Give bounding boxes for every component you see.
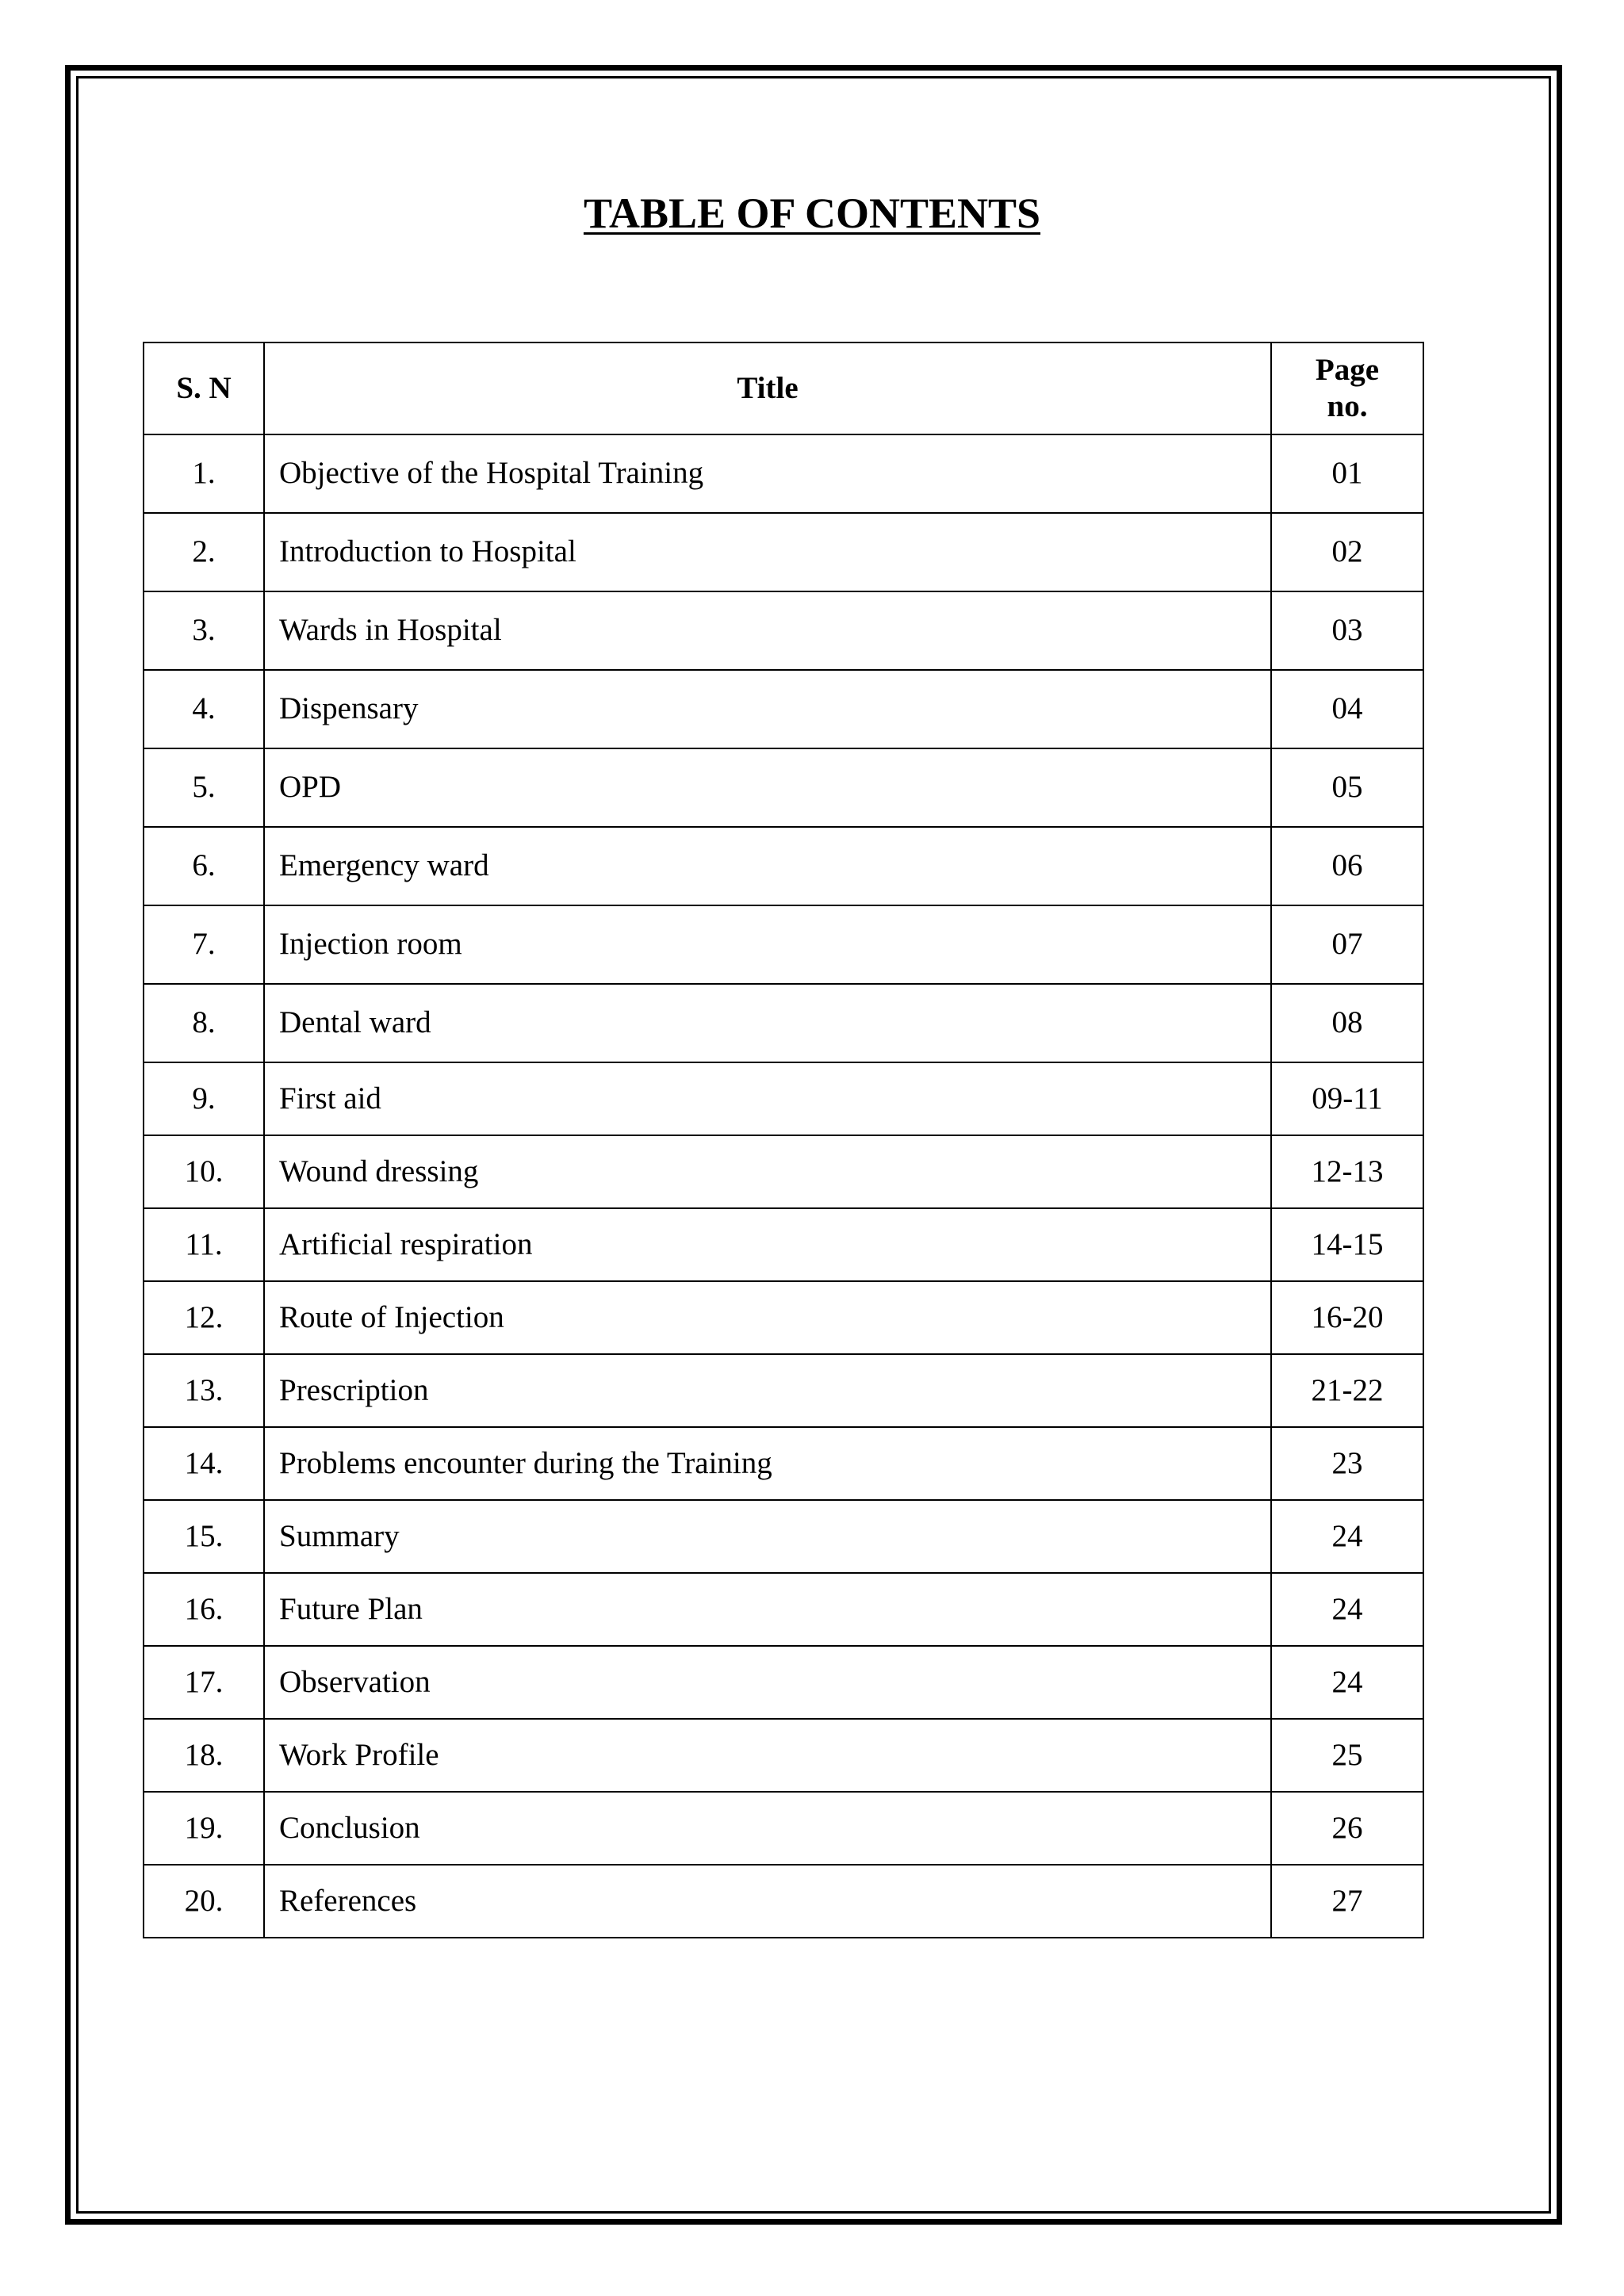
row-title: OPD [264,748,1271,827]
table-row [144,1719,1423,1792]
row-page-number: 16-20 [1271,1281,1423,1354]
table-row [144,1208,1423,1281]
row-title: Injection room [264,905,1271,984]
row-title: Artificial respiration [264,1208,1271,1281]
row-serial-number: 18. [144,1719,264,1792]
row-page-number: 14-15 [1271,1208,1423,1281]
table-of-contents [143,342,1424,1938]
row-title: Dental ward [264,984,1271,1062]
row-page-number: 09-11 [1271,1062,1423,1135]
row-page-number: 23 [1271,1427,1423,1500]
table-row [144,1427,1423,1500]
page-title [0,189,1624,238]
row-serial-number: 14. [144,1427,264,1500]
row-title: Work Profile [264,1719,1271,1792]
row-title: Wards in Hospital [264,591,1271,670]
row-title: Future Plan [264,1573,1271,1646]
row-page-number: 26 [1271,1792,1423,1865]
row-serial-number: 17. [144,1646,264,1719]
row-title: Objective of the Hospital Training [264,434,1271,513]
row-page-number: 03 [1271,591,1423,670]
table-row [144,827,1423,905]
table-row [144,1646,1423,1719]
table-row [144,905,1423,984]
table-row [144,1792,1423,1865]
row-page-number: 07 [1271,905,1423,984]
row-page-number: 24 [1271,1573,1423,1646]
row-serial-number: 15. [144,1500,264,1573]
row-page-number: 21-22 [1271,1354,1423,1427]
row-title: Conclusion [264,1792,1271,1865]
row-serial-number: 6. [144,827,264,905]
row-page-number: 24 [1271,1646,1423,1719]
header-title: Title [264,342,1271,434]
row-page-number: 25 [1271,1719,1423,1792]
page-title-text: TABLE OF CONTENTS [583,189,1041,237]
table-header-row [144,342,1423,434]
table-row [144,1135,1423,1208]
row-title: Problems encounter during the Training [264,1427,1271,1500]
row-page-number: 12-13 [1271,1135,1423,1208]
row-title: Prescription [264,1354,1271,1427]
row-page-number: 24 [1271,1500,1423,1573]
table-row [144,1281,1423,1354]
row-serial-number: 4. [144,670,264,748]
table-row [144,591,1423,670]
row-title: References [264,1865,1271,1938]
row-serial-number: 1. [144,434,264,513]
row-serial-number: 19. [144,1792,264,1865]
row-serial-number: 5. [144,748,264,827]
row-title: Dispensary [264,670,1271,748]
header-page-no [1271,342,1423,434]
header-sn: S. N [144,342,264,434]
row-serial-number: 11. [144,1208,264,1281]
row-serial-number: 2. [144,513,264,591]
row-serial-number: 16. [144,1573,264,1646]
table-row [144,1573,1423,1646]
row-page-number: 08 [1271,984,1423,1062]
table-row [144,748,1423,827]
table-body [144,434,1423,1938]
table-row [144,1865,1423,1938]
row-serial-number: 3. [144,591,264,670]
row-page-number: 01 [1271,434,1423,513]
row-serial-number: 20. [144,1865,264,1938]
row-serial-number: 10. [144,1135,264,1208]
row-title: Introduction to Hospital [264,513,1271,591]
table-row [144,1062,1423,1135]
row-page-number: 05 [1271,748,1423,827]
row-serial-number: 12. [144,1281,264,1354]
row-title: Route of Injection [264,1281,1271,1354]
row-serial-number: 8. [144,984,264,1062]
row-title: Emergency ward [264,827,1271,905]
row-serial-number: 7. [144,905,264,984]
row-page-number: 02 [1271,513,1423,591]
row-title: Summary [264,1500,1271,1573]
table-row [144,1354,1423,1427]
table-row [144,513,1423,591]
table-row [144,670,1423,748]
table-row [144,1500,1423,1573]
row-page-number: 27 [1271,1865,1423,1938]
row-title: First aid [264,1062,1271,1135]
table-row [144,434,1423,513]
table-row [144,984,1423,1062]
row-title: Observation [264,1646,1271,1719]
row-page-number: 06 [1271,827,1423,905]
row-serial-number: 13. [144,1354,264,1427]
row-page-number: 04 [1271,670,1423,748]
row-serial-number: 9. [144,1062,264,1135]
row-title: Wound dressing [264,1135,1271,1208]
header-page-line1: Page [1315,352,1380,387]
header-page-line2: no. [1327,389,1368,423]
